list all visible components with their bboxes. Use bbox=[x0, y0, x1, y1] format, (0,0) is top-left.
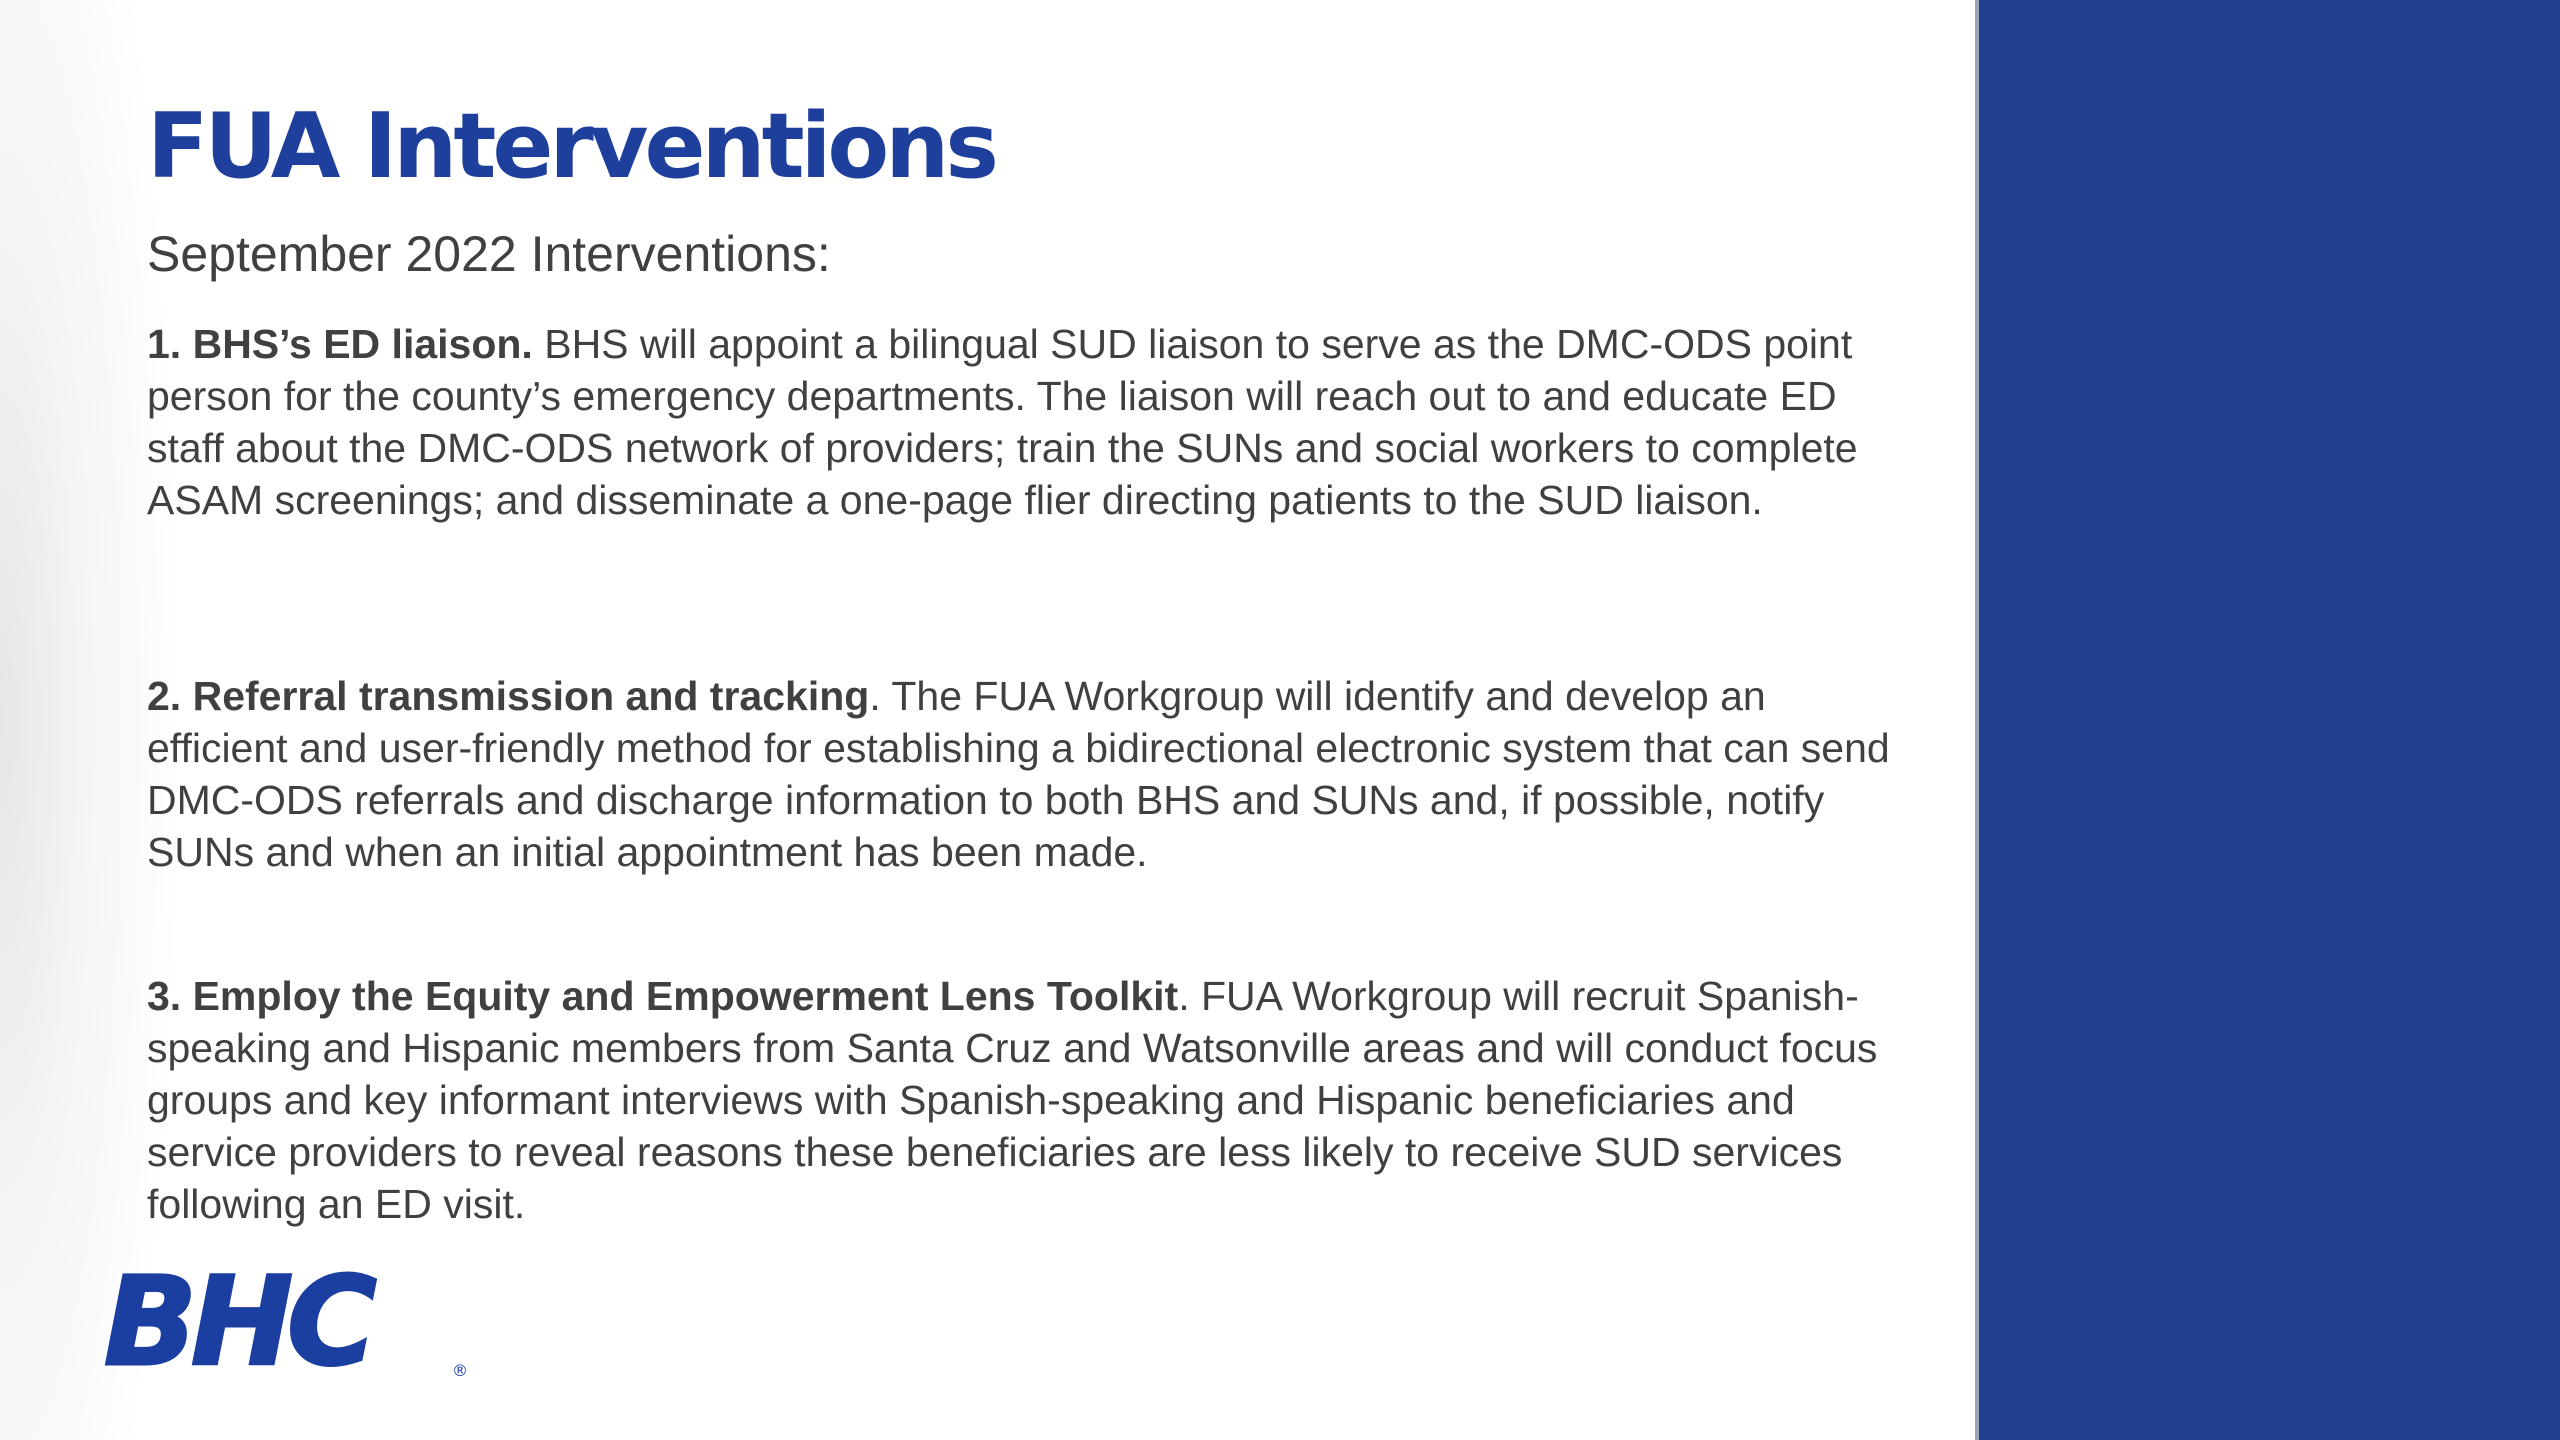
intervention-item-2-body: . The FUA Workgroup will identify and develop an efficient and user-friendly method for establishing a bidirectional electronic system that can send DMC-ODS referrals and discharge information to both BHS and SUNs and, if possible, notify SUNs and when an initial appointment has been made. bbox=[147, 673, 1890, 875]
intervention-item-3-body: . FUA Workgroup will recruit Spanish-speaking and Hispanic members from Santa Cruz and Watsonville areas and will conduct focus groups and key informant interviews with Spanish-speaking and Hispanic beneficiaries and service providers to reveal reasons these beneficiaries are less likely to receive SUD services following an ED visit. bbox=[147, 973, 1878, 1227]
intervention-item-1 bbox=[147, 318, 1892, 526]
accent-side-panel bbox=[1975, 0, 2560, 1440]
intervention-item-2 bbox=[147, 670, 1892, 878]
bhc-logo-mark bbox=[100, 1252, 480, 1387]
bhc-logo bbox=[100, 1252, 480, 1387]
intervention-item-1-body: BHS will appoint a bilingual SUD liaison to serve as the DMC-ODS point person for the county’s emergency departments. The liaison will reach out to and educate ED staff about the DMC-ODS network of providers; train the SUNs and social workers to complete ASAM screenings; and disseminate a one-page flier directing patients to the SUD liaison. bbox=[147, 321, 1858, 523]
intervention-item-2-lead: 2. Referral transmission and tracking bbox=[147, 673, 870, 719]
slide-title: FUA Interventions bbox=[147, 94, 995, 199]
bhc-logo-text: BHC bbox=[104, 1252, 371, 1387]
intervention-item-3-lead: 3. Employ the Equity and Empowerment Lens Toolkit bbox=[147, 973, 1179, 1019]
intervention-item-1-lead: 1. BHS’s ED liaison. bbox=[147, 321, 533, 367]
slide-subtitle: September 2022 Interventions: bbox=[147, 226, 831, 282]
registered-mark: ® bbox=[452, 1361, 468, 1380]
intervention-item-3 bbox=[147, 970, 1892, 1230]
